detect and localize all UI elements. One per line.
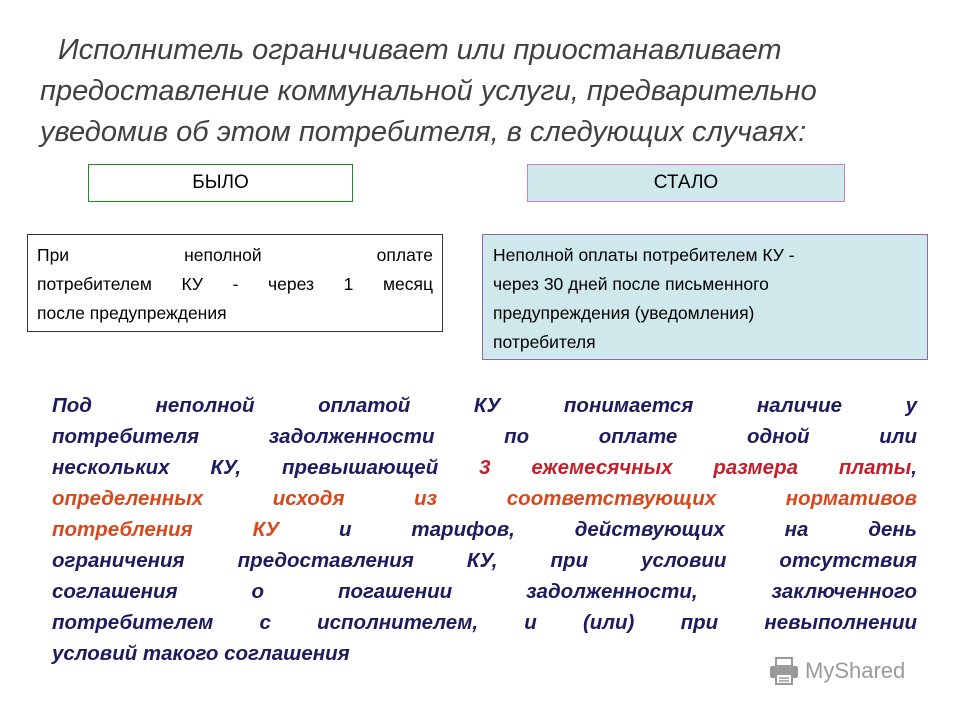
definition-highlight-red: 3 ежемесячных размера платы [479,456,912,479]
definition-highlight-orange: потребления КУ [52,518,280,541]
was-label: БЫЛО [88,164,353,202]
slide-title [40,30,940,153]
definition-row-5-end: и тарифов, действующих на день [279,518,917,541]
definition-row-3-end: , [911,456,917,479]
definition-row-7: соглашения о погашении задолженности, заключенного [52,580,917,603]
was-text-box [27,234,443,332]
now-line-2: через 30 дней после письменного [493,274,769,294]
was-line-1: При неполной оплате [37,245,433,265]
title-line-3: уведомив об этом потребителя, в следующих случаях: [40,116,807,148]
now-text-box [482,234,928,360]
definition-row-1: Под неполной оплатой КУ понимается наличие у [52,394,917,417]
definition-row-6: ограничения предоставления КУ, при условии отсутствия [52,549,917,572]
was-line-2: потребителем КУ - через 1 месяц [37,274,433,294]
was-line-3: после предупреждения [37,303,227,323]
definition-row-3 [52,452,917,483]
definition-row-3-start: нескольких КУ, превышающей [52,456,480,479]
definition-row-4: определенных исходя из соответствующих нормативов [52,487,917,510]
definition-row-5 [52,514,917,545]
watermark-text: MyShared [805,658,906,683]
title-line-1: Исполнитель ограничивает или приостанавливает [58,34,782,66]
definition-row-8: потребителем с исполнителем, и (или) при невыполнении [52,611,917,634]
now-label: СТАЛО [527,164,845,202]
definition-row-9: условий такого соглашения [52,642,350,665]
now-line-3: предупреждения (уведомления) [493,303,755,323]
definition-paragraph [52,390,917,669]
now-line-1: Неполной оплаты потребителем КУ - [493,245,795,265]
title-line-2: предоставление коммунальной услуги, предварительно [40,75,817,107]
printer-logo-icon [768,656,800,686]
definition-row-2: потребителя задолженности по оплате одной или [52,425,917,448]
now-line-4: потребителя [493,332,596,352]
watermark [768,656,905,686]
